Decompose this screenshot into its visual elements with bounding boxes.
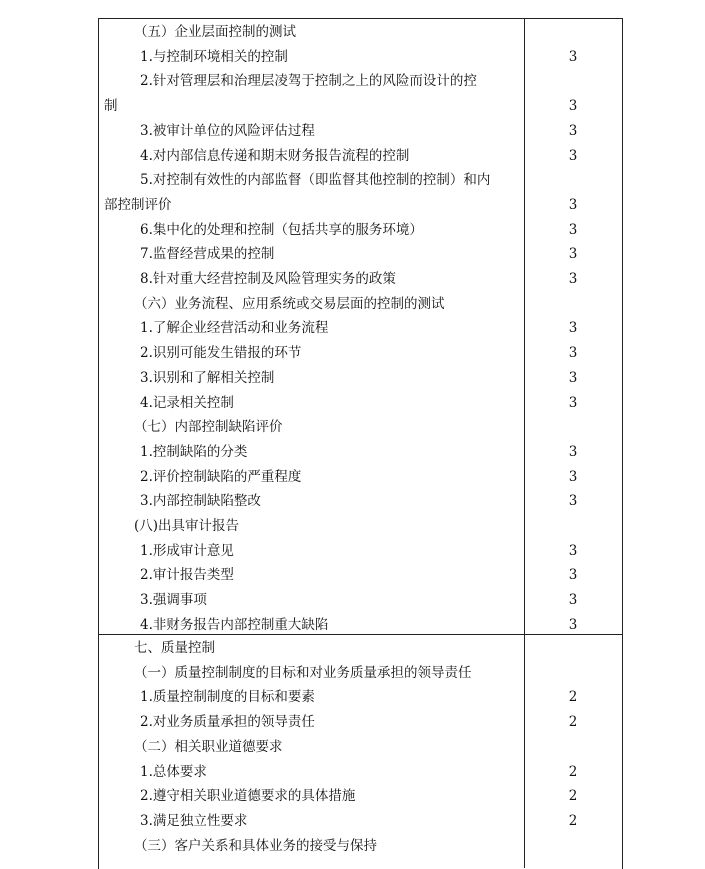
row-text: 2.识别可能发生错报的环节 [140, 345, 302, 362]
row-text: 1.质量控制制度的目标和要素 [140, 689, 315, 706]
row-credit: 3 [568, 122, 578, 139]
row-text: 5.对控制有效性的内部监督（即监督其他控制的控制）和内 [140, 172, 491, 189]
table-row [98, 809, 622, 834]
table-row [98, 415, 622, 440]
table-row [98, 144, 622, 169]
table-row [98, 636, 622, 661]
row-credit: 3 [568, 196, 578, 213]
table-row [98, 539, 622, 564]
row-text: （一）质量控制制度的目标和对业务质量承担的领导责任 [134, 664, 472, 681]
table-row [98, 735, 622, 760]
row-text: 1.控制缺陷的分类 [140, 443, 248, 460]
row-credit: 2 [568, 788, 578, 805]
table-row [98, 267, 622, 292]
row-text: 8.针对重大经营控制及风险管理实务的政策 [140, 271, 396, 287]
table-row [98, 514, 622, 539]
row-text: （六）业务流程、应用系统或交易层面的控制的测试 [134, 295, 445, 312]
row-credit: 3 [568, 98, 578, 115]
row-text: 4.记录相关控制 [140, 394, 234, 411]
row-credit: 3 [568, 320, 578, 337]
row-credit: 3 [568, 616, 578, 633]
row-credit: 3 [568, 542, 578, 559]
row-text: （七）内部控制缺陷评价 [134, 419, 283, 436]
row-credit: 3 [568, 147, 578, 164]
row-text: （三）客户关系和具体业务的接受与保持 [134, 837, 377, 854]
row-text: 1.与控制环境相关的控制 [140, 48, 288, 65]
row-text: 4.对内部信息传递和期末财务报告流程的控制 [140, 147, 410, 164]
row-credit: 3 [568, 468, 578, 485]
table-row [98, 366, 622, 391]
row-credit: 2 [568, 812, 578, 829]
row-credit: 3 [568, 221, 578, 238]
table-row [98, 489, 622, 514]
row-credit: 3 [568, 271, 578, 287]
row-credit: 3 [568, 246, 578, 263]
row-text: （二）相关职业道德要求 [134, 738, 283, 755]
table-row [98, 218, 622, 243]
row-text: 1.了解企业经营活动和业务流程 [140, 320, 329, 337]
row-credit: 3 [568, 493, 578, 510]
row-text: 3.被审计单位的风险评估过程 [140, 122, 315, 139]
row-text: 制 [104, 98, 118, 115]
table-row [98, 588, 622, 613]
table-row [98, 119, 622, 144]
row-text: 4.非财务报告内部控制重大缺陷 [140, 616, 329, 633]
row-credit: 3 [568, 567, 578, 584]
table-row [98, 316, 622, 341]
table-row [98, 292, 622, 317]
table-row [98, 94, 622, 119]
row-text: (八)出具审计报告 [134, 518, 240, 534]
row-text: 3.识别和了解相关控制 [140, 369, 275, 386]
row-text: 1.总体要求 [140, 763, 207, 780]
row-text: （五）企业层面控制的测试 [134, 24, 296, 40]
row-credit: 3 [568, 369, 578, 386]
row-text: 2.审计报告类型 [140, 567, 234, 584]
row-credit: 3 [568, 443, 578, 460]
table-row [98, 391, 622, 416]
table-row [98, 20, 622, 45]
row-text: 7.监督经营成果的控制 [140, 246, 275, 263]
row-credit: 3 [568, 394, 578, 411]
row-text: 2.对业务质量承担的领导责任 [140, 714, 315, 731]
row-text: 3.满足独立性要求 [140, 812, 248, 829]
table-top-border [98, 18, 622, 19]
row-credit: 2 [568, 763, 578, 780]
table-row [98, 168, 622, 193]
table-row [98, 69, 622, 94]
row-text: 6.集中化的处理和控制（包括共享的服务环境） [140, 221, 423, 238]
row-credit: 3 [568, 48, 578, 65]
table-row [98, 834, 622, 859]
row-credit: 2 [568, 714, 578, 731]
row-credit: 3 [568, 592, 578, 609]
row-text: 七、质量控制 [134, 640, 215, 656]
table-row [98, 440, 622, 465]
row-text: 2.遵守相关职业道德要求的具体措施 [140, 788, 356, 805]
table-row [98, 341, 622, 366]
row-text: 部控制评价 [104, 196, 172, 213]
row-text: 3.强调事项 [140, 592, 207, 609]
row-text: 3.内部控制缺陷整改 [140, 493, 261, 510]
table-row [98, 685, 622, 710]
table-row [98, 710, 622, 735]
row-text: 2.评价控制缺陷的严重程度 [140, 468, 302, 485]
table-row [98, 661, 622, 686]
table-row [98, 242, 622, 267]
table-row [98, 465, 622, 490]
table-row [98, 45, 622, 70]
table-row [98, 613, 622, 638]
row-credit: 3 [568, 345, 578, 362]
table-row [98, 563, 622, 588]
table-row [98, 784, 622, 809]
row-credit: 2 [568, 689, 578, 706]
table-row [98, 193, 622, 218]
row-text: 1.形成审计意见 [140, 542, 234, 559]
table-row [98, 760, 622, 785]
row-text: 2.针对管理层和治理层凌驾于控制之上的风险而设计的控 [140, 73, 477, 90]
